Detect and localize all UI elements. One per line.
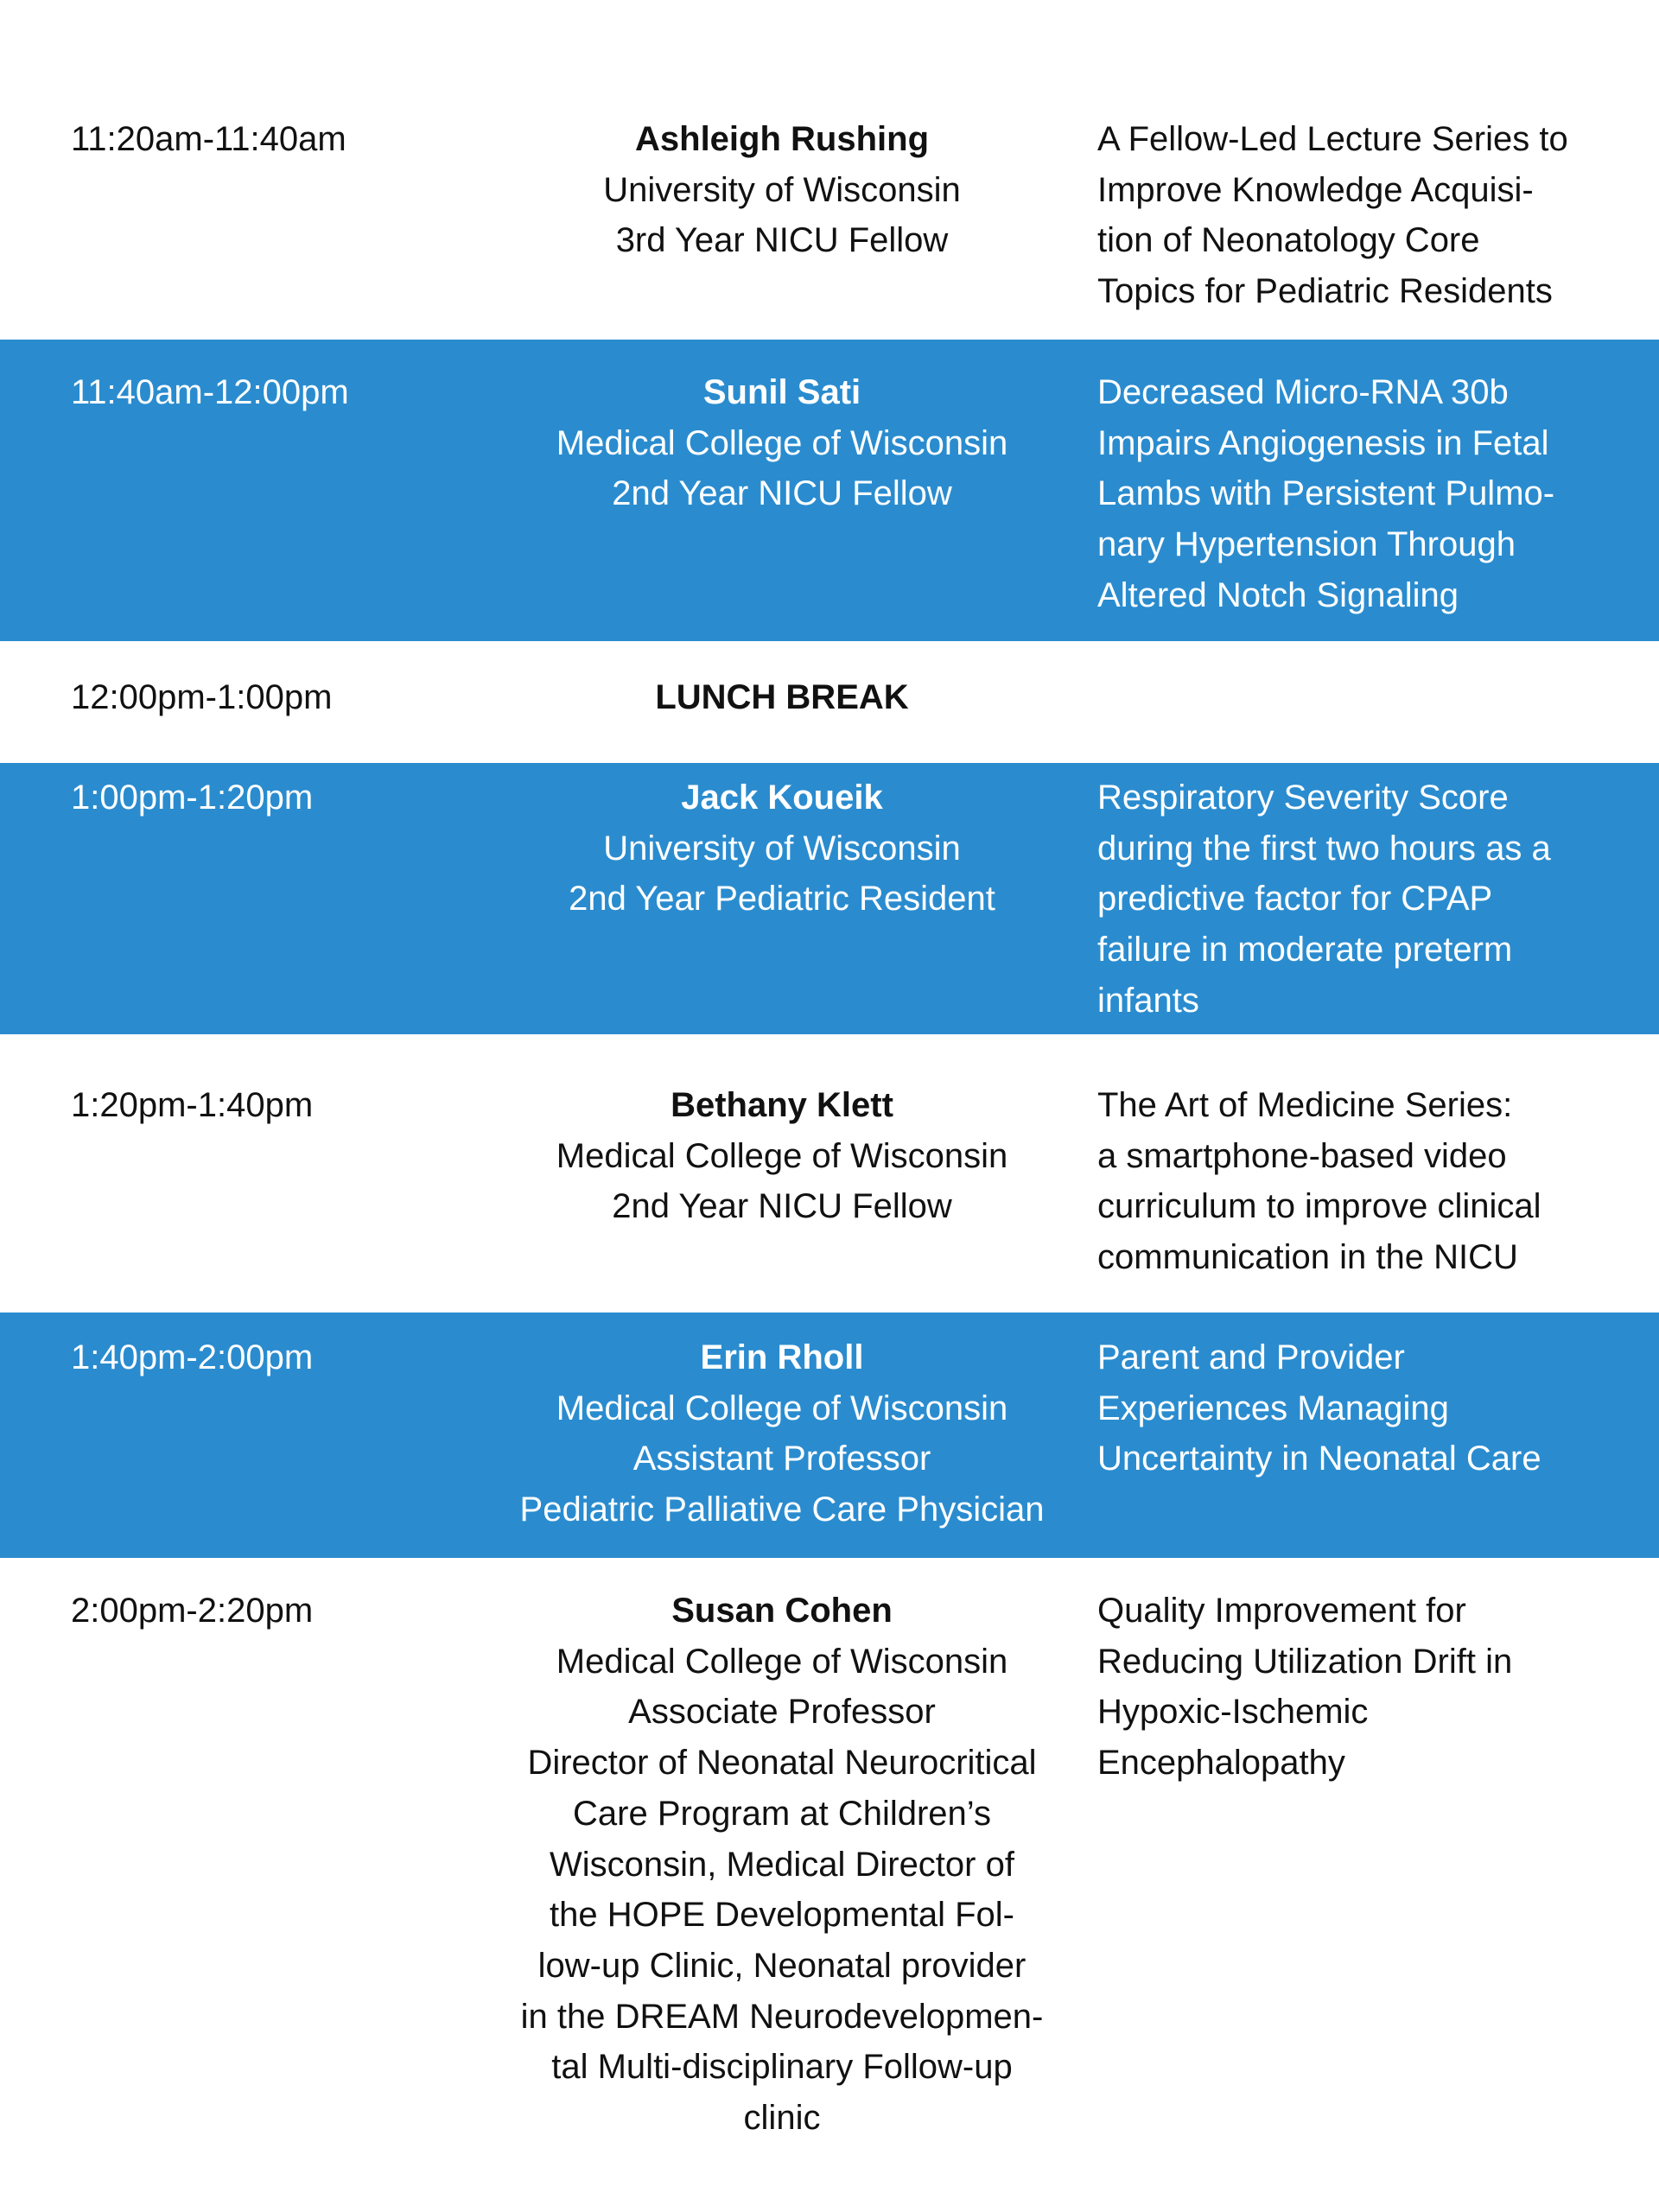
schedule-row-break (0, 641, 1659, 763)
talk-title (1097, 1332, 1633, 1484)
schedule-row (0, 1313, 1659, 1558)
schedule-row (0, 1034, 1659, 1313)
speaker-name: Sunil Sati (702, 373, 861, 411)
title-line: Impairs Angiogenesis in Fetal (1097, 423, 1549, 462)
speaker-info (484, 1080, 1080, 1232)
title-line: Reducing Utilization Drift in (1097, 1642, 1513, 1681)
speaker-detail: low-up Clinic, Neonatal provider (537, 1946, 1027, 1985)
title-line: Altered Notch Signaling (1097, 575, 1459, 614)
speaker-name: Ashleigh Rushing (635, 120, 929, 158)
title-line: Experiences Managing (1097, 1389, 1449, 1427)
title-line: failure in moderate preterm (1097, 931, 1513, 969)
talk-title (1097, 1586, 1633, 1789)
session-time (71, 114, 486, 165)
schedule-row (0, 340, 1659, 641)
speaker-name: Jack Koueik (681, 779, 883, 817)
talk-title (1097, 367, 1633, 621)
title-line: Quality Improvement for (1097, 1592, 1466, 1630)
title-line: Hypoxic-Ischemic (1097, 1693, 1369, 1732)
schedule-row (0, 763, 1659, 1034)
speaker-detail: Medical College of Wisconsin (556, 1642, 1008, 1681)
title-line: A Fellow-Led Lecture Series to (1097, 120, 1568, 158)
speaker-detail: 2nd Year Pediatric Resident (569, 880, 995, 918)
session-time (71, 672, 486, 723)
speaker-detail: 2nd Year NICU Fellow (612, 1187, 952, 1226)
speaker-name: Erin Rholl (700, 1338, 864, 1376)
session-time (71, 1080, 486, 1131)
session-time (71, 367, 486, 418)
title-line: a smartphone-based video (1097, 1136, 1507, 1175)
speaker-info (484, 114, 1080, 266)
time-text: 12:00pm-1:00pm (71, 678, 333, 716)
title-line: tion of Neonatology Core (1097, 221, 1480, 260)
time-text: 1:20pm-1:40pm (71, 1086, 314, 1124)
speaker-detail: the HOPE Developmental Fol- (549, 1896, 1014, 1935)
title-line: nary Hypertension Through (1097, 525, 1516, 564)
talk-title (1097, 114, 1633, 317)
title-line: Topics for Pediatric Residents (1097, 272, 1553, 311)
title-line: during the first two hours as a (1097, 829, 1551, 868)
talk-title (1097, 1080, 1633, 1283)
time-text: 1:00pm-1:20pm (71, 779, 314, 817)
speaker-info (484, 367, 1080, 519)
title-line: communication in the NICU (1097, 1238, 1518, 1277)
speaker-detail: tal Multi-disciplinary Follow-up (551, 2048, 1013, 2087)
time-text: 1:40pm-2:00pm (71, 1338, 314, 1376)
speaker-detail: Wisconsin, Medical Director of (550, 1845, 1014, 1884)
schedule-row (0, 0, 1659, 340)
time-text: 2:00pm-2:20pm (71, 1592, 314, 1630)
speaker-detail: 2nd Year NICU Fellow (612, 474, 952, 513)
speaker-detail: in the DREAM Neurodevelopmen- (520, 1997, 1044, 2036)
time-text: 11:20am-11:40am (71, 120, 346, 158)
session-time (71, 1332, 486, 1383)
break-label (484, 672, 1080, 723)
speaker-detail: Director of Neonatal Neurocritical (527, 1744, 1037, 1783)
speaker-detail: University of Wisconsin (603, 170, 961, 209)
session-time (71, 1586, 486, 1637)
speaker-detail: Medical College of Wisconsin (556, 423, 1008, 462)
speaker-detail: University of Wisconsin (603, 829, 961, 868)
title-line: Parent and Provider (1097, 1338, 1405, 1376)
speaker-info (484, 1586, 1080, 2144)
title-line: infants (1097, 981, 1199, 1020)
speaker-name: Susan Cohen (671, 1592, 893, 1630)
title-line: Respiratory Severity Score (1097, 779, 1509, 817)
speaker-detail: 3rd Year NICU Fellow (615, 221, 949, 260)
speaker-info (484, 772, 1080, 925)
lunch-break-label: LUNCH BREAK (655, 678, 909, 716)
session-time (71, 772, 486, 823)
title-line: Lambs with Persistent Pulmo- (1097, 474, 1555, 513)
schedule-row (0, 1558, 1659, 2212)
title-line: The Art of Medicine Series: (1097, 1086, 1513, 1124)
talk-title (1097, 772, 1633, 1027)
speaker-detail: Medical College of Wisconsin (556, 1136, 1008, 1175)
speaker-detail: Associate Professor (628, 1693, 936, 1732)
time-text: 11:40am-12:00pm (71, 373, 349, 411)
title-line: predictive factor for CPAP (1097, 880, 1493, 918)
speaker-detail: Pediatric Palliative Care Physician (519, 1491, 1045, 1529)
speaker-name: Bethany Klett (671, 1086, 893, 1124)
speaker-detail: Care Program at Children’s (573, 1794, 991, 1833)
speaker-detail: Medical College of Wisconsin (556, 1389, 1008, 1427)
speaker-detail: clinic (743, 2099, 821, 2138)
speaker-detail: Assistant Professor (632, 1440, 931, 1478)
title-line: Encephalopathy (1097, 1744, 1345, 1783)
title-line: Improve Knowledge Acquisi- (1097, 170, 1534, 209)
title-line: Uncertainty in Neonatal Care (1097, 1440, 1541, 1478)
speaker-info (484, 1332, 1080, 1535)
title-line: curriculum to improve clinical (1097, 1187, 1541, 1226)
title-line: Decreased Micro-RNA 30b (1097, 373, 1509, 411)
